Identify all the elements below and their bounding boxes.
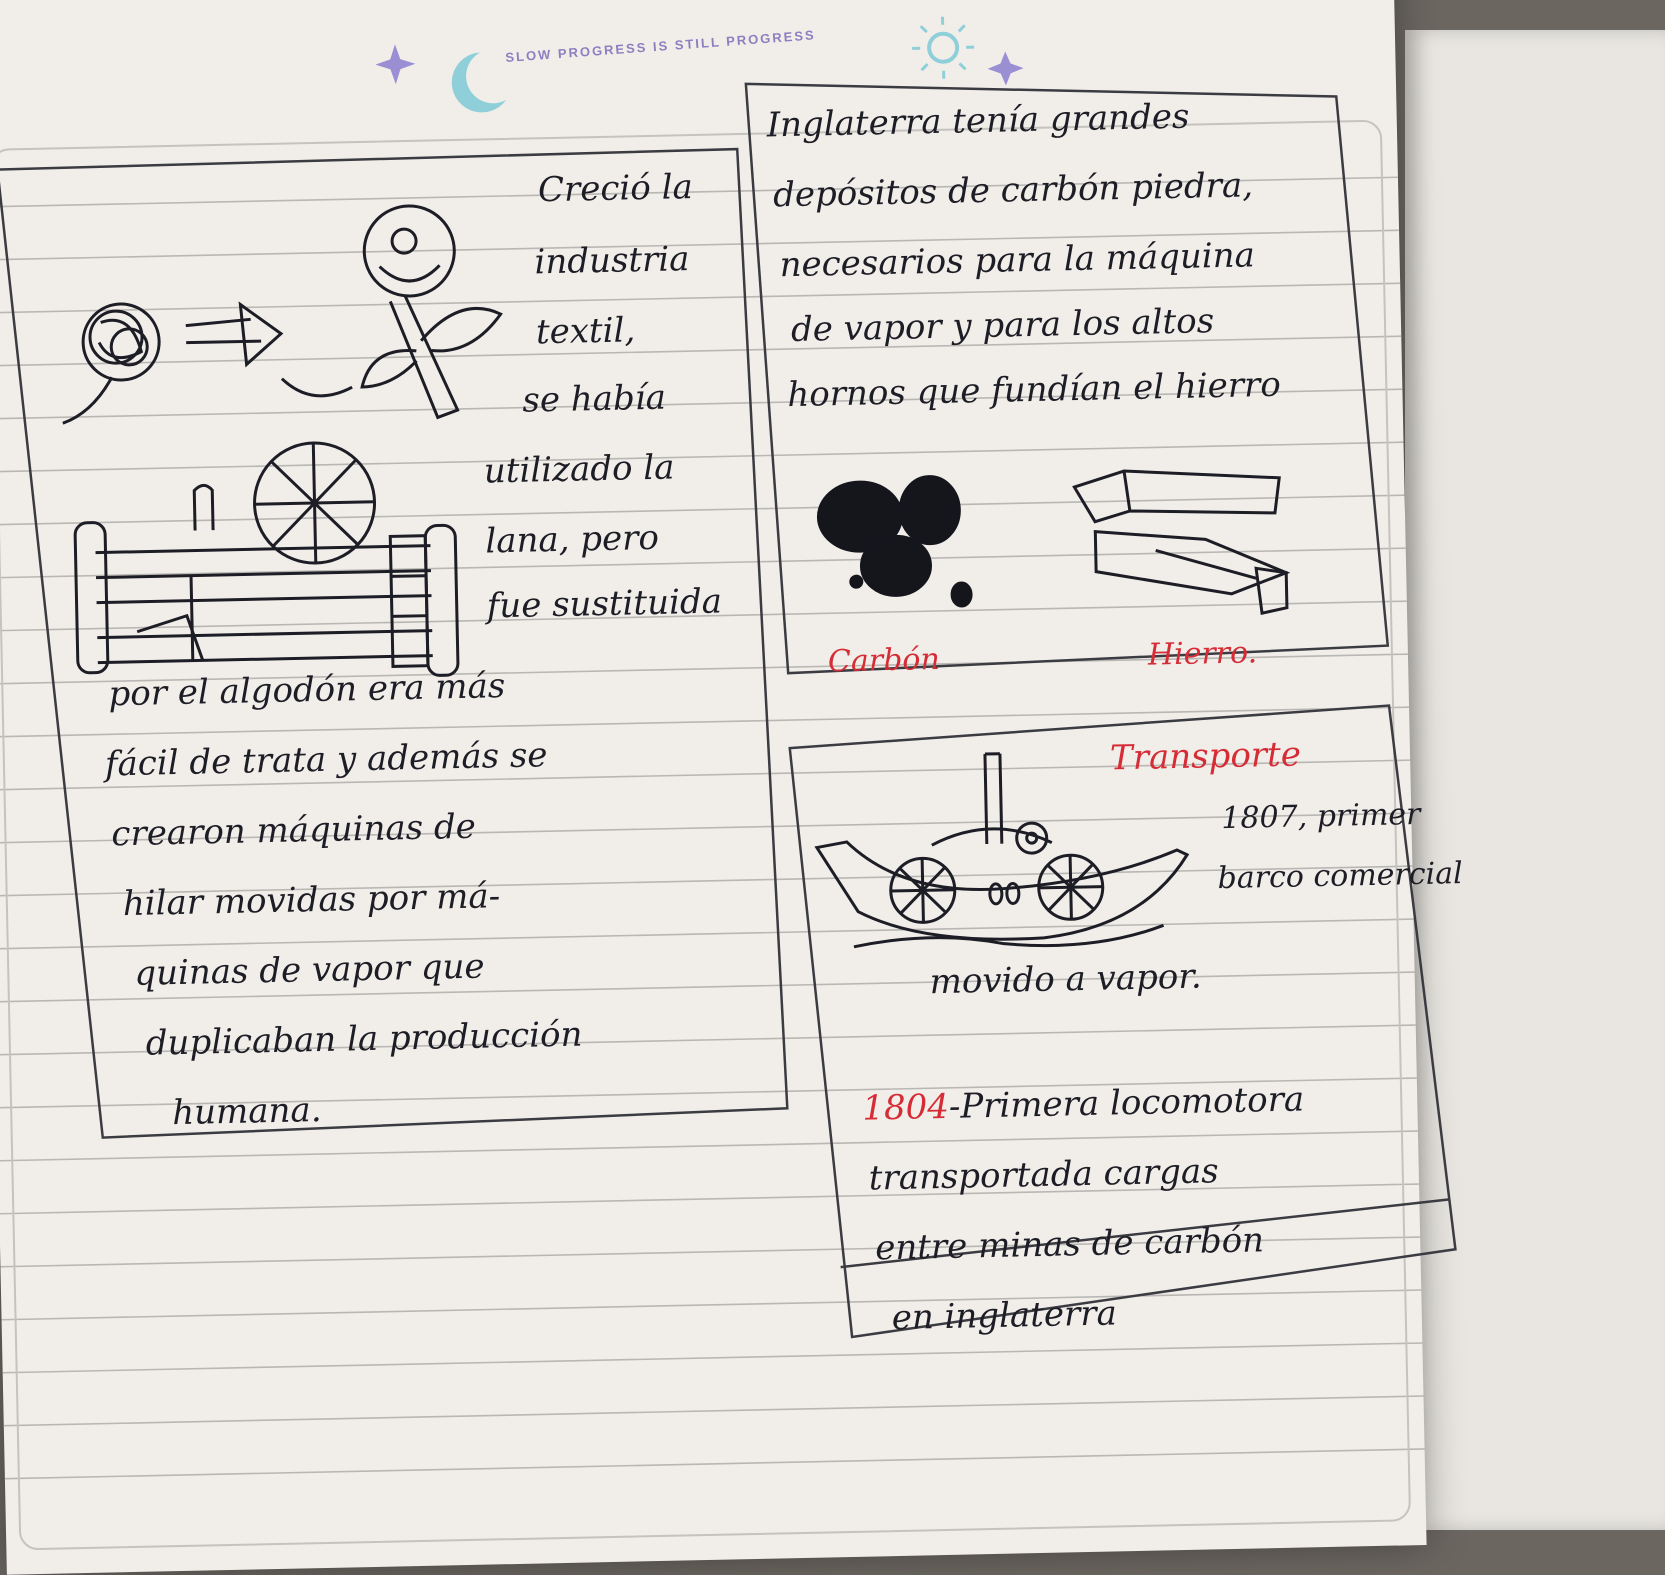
right-line-4: de vapor y para los altos [791, 304, 1215, 347]
loco-year: 1804 [862, 1087, 949, 1129]
ship-line-1: 1807, primer [1221, 800, 1421, 834]
loco-line-4: en inglaterra [891, 1296, 1117, 1335]
transport-title: Transporte [1110, 737, 1301, 775]
left-line-11: hilar movidas por má- [123, 879, 501, 921]
left-line-13: duplicaban la producción [145, 1018, 582, 1061]
left-line-12: quinas de vapor que [134, 950, 485, 991]
right-line-5: hornos que fundían el hierro [787, 368, 1281, 412]
ship-line-2: barco comercial [1217, 859, 1463, 894]
loco-line-1-text: -Primera locomotora [948, 1079, 1304, 1126]
left-line-3: textil, [536, 313, 636, 349]
right-line-1: Inglaterra tenía grandes [766, 100, 1189, 143]
left-line-6: lana, pero [485, 521, 659, 559]
left-line-4: se había [522, 381, 666, 418]
left-line-8: por el algodón era más [108, 669, 505, 711]
loco-line-3: entre minas de carbón [875, 1223, 1264, 1265]
header-motto: SLOW PROGRESS IS STILL PROGRESS [505, 27, 816, 65]
left-line-1: Creció la [538, 170, 693, 207]
left-line-10: crearon máquinas de [111, 810, 476, 852]
left-line-9: fácil de trata y además se [105, 738, 548, 781]
ship-line-3: movido a vapor. [929, 960, 1202, 1000]
loco-line-1 [862, 1082, 1305, 1125]
facing-page [1405, 30, 1665, 1530]
left-line-2: industria [534, 242, 690, 279]
iron-label: Hierro. [1148, 638, 1258, 670]
right-line-3: necesarios para la máquina [779, 238, 1255, 282]
left-line-5: utilizado la [484, 450, 675, 488]
loco-line-2: transportada cargas [868, 1154, 1218, 1195]
left-line-14: humana. [172, 1093, 322, 1130]
coal-label: Carbón [828, 645, 940, 677]
right-line-2: depósitos de carbón piedra, [773, 168, 1253, 212]
left-line-7: fue sustituida [486, 585, 722, 624]
